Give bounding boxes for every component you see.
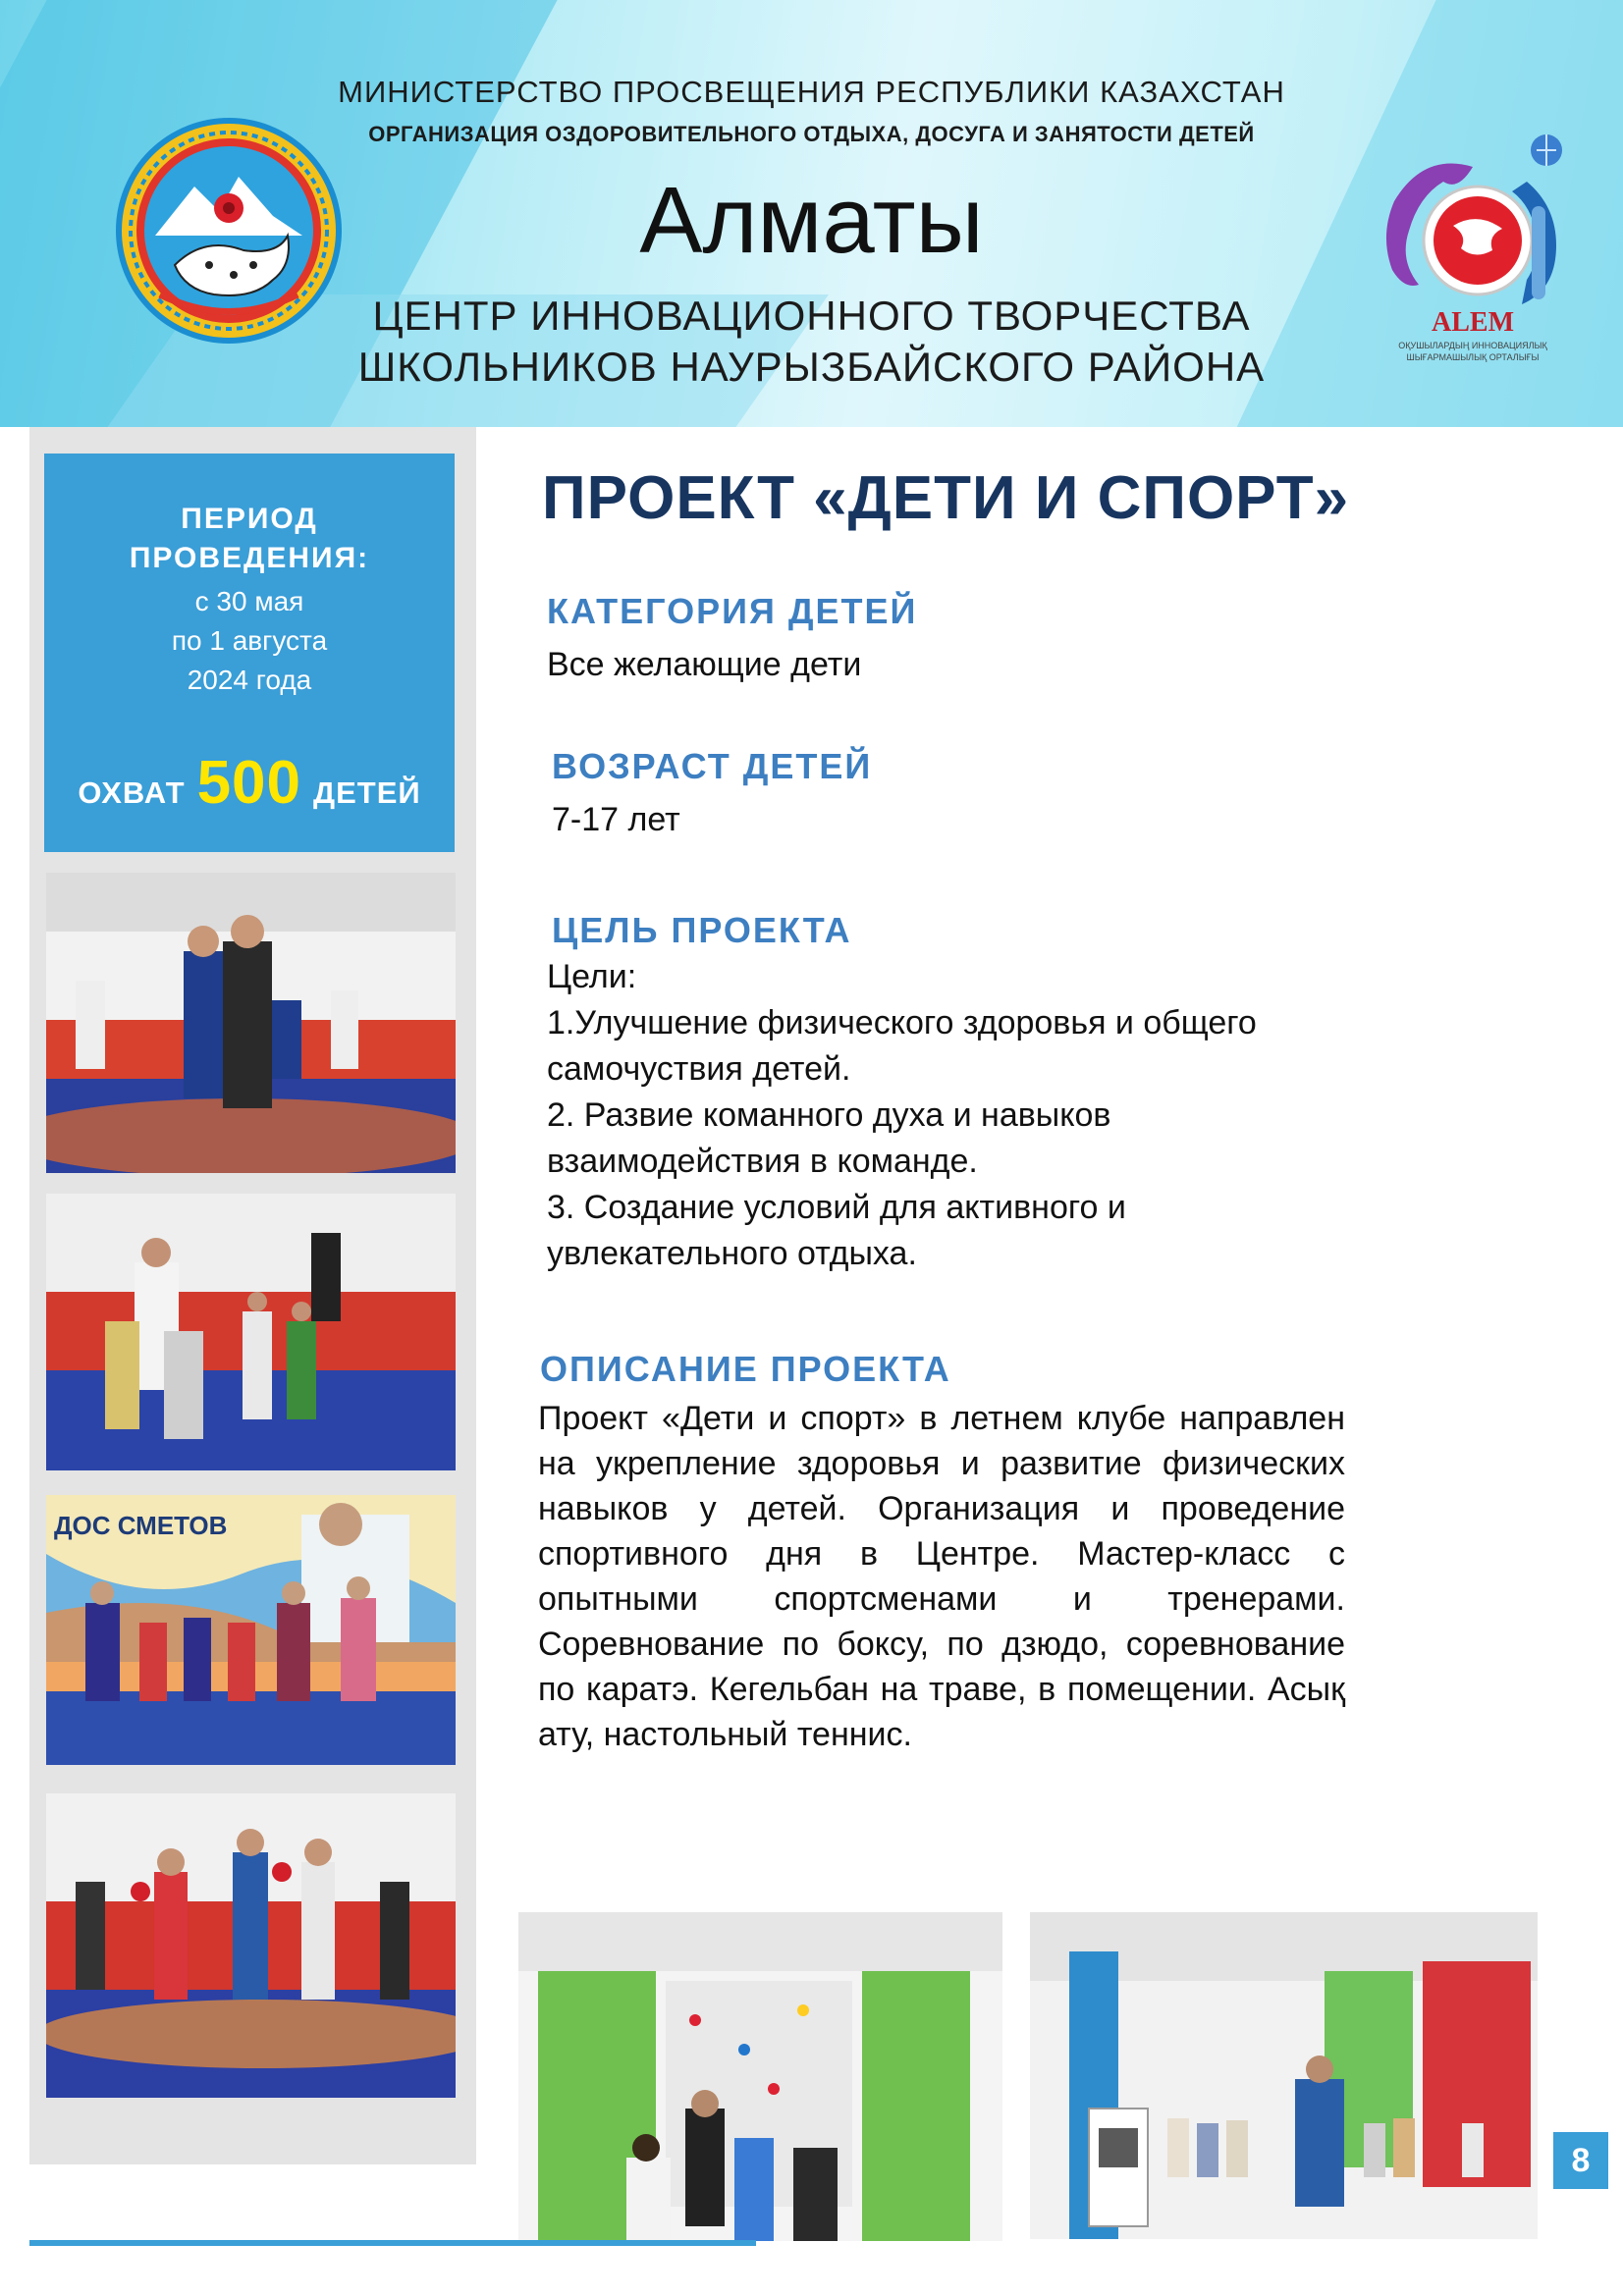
reach-suffix: ДЕТЕЙ (313, 775, 421, 810)
goal-line: Цели: (547, 958, 637, 995)
alem-logo-icon (1365, 113, 1581, 368)
center-name-line-2: ШКОЛЬНИКОВ НАУРЫЗБАЙСКОГО РАЙОНА (357, 344, 1266, 390)
reach-line (44, 748, 455, 818)
photo-wrestling-team (46, 1495, 456, 1765)
goal-line: 1.Улучшение физического здоровья и общего (547, 1004, 1257, 1041)
goal-line: самочуствия детей. (547, 1050, 851, 1088)
alem-logo-subtext: ОҚУШЫЛАРДЫҢ ИННОВАЦИЯЛЫҚ (1398, 341, 1547, 350)
alem-logo-subtext: ШЫҒАРМАШЫЛЫҚ ОРТАЛЫҒЫ (1406, 352, 1540, 362)
period-info-box (44, 454, 455, 852)
period-end-date: по 1 августа (171, 625, 328, 656)
goal-line: 2. Развие команного духа и навыков (547, 1096, 1111, 1134)
goal-line: 3. Создание условий для активного и (547, 1189, 1126, 1226)
photo-climbing-wall (518, 1912, 1002, 2241)
period-label: ПЕРИОД (181, 503, 318, 535)
period-year: 2024 года (187, 665, 312, 695)
description-heading: ОПИСАНИЕ ПРОЕКТА (540, 1349, 951, 1389)
photo-boxing-sparring (46, 1793, 456, 2098)
age-heading: ВОЗРАСТ ДЕТЕЙ (552, 746, 873, 786)
reach-prefix: ОХВАТ (78, 775, 186, 810)
project-title: ПРОЕКТ «ДЕТИ И СПОРТ» (542, 464, 1350, 532)
period-start-date: с 30 мая (194, 586, 304, 616)
ministry-line: МИНИСТЕРСТВО ПРОСВЕЩЕНИЯ РЕСПУБЛИКИ КАЗАХСТАН (338, 75, 1285, 109)
wall-banner-text: ДОС СМЕТОВ (54, 1511, 228, 1540)
city-title: Алматы (639, 168, 984, 273)
reach-number: 500 (196, 749, 302, 817)
photo-indoor-activity (1030, 1912, 1538, 2239)
project-description: Проект «Дети и спорт» в летнем клубе направлен на укрепление здоровья и развитие физических навыков у детей. Организация и проведение спортивного дня в Центре. Мастер-класс с опытными спортсменами и тренерами. Соревнование по боксу, по дзюдо, соревнование по каратэ. Кегельбан на траве, в помещении. Асық ату, настольный теннис. (538, 1400, 1345, 1753)
goal-heading: ЦЕЛЬ ПРОЕКТА (552, 910, 852, 950)
photo-boxing-class (46, 1194, 456, 1470)
category-value: Все желающие дети (547, 646, 862, 683)
bottom-accent-line (29, 2240, 756, 2246)
goal-line: увлекательного отдыха. (547, 1235, 917, 1272)
category-heading: КАТЕГОРИЯ ДЕТЕЙ (547, 591, 918, 631)
goal-line: взаимодействия в команде. (547, 1143, 978, 1180)
photo-judo-training (46, 873, 456, 1173)
age-value: 7-17 лет (552, 801, 680, 838)
alem-logo-text: ALEM (1432, 307, 1514, 338)
page-number: 8 (1553, 2132, 1608, 2189)
period-label: ПРОВЕДЕНИЯ: (129, 542, 370, 574)
almaty-emblem-icon (116, 118, 342, 344)
center-name-line-1: ЦЕНТР ИННОВАЦИОННОГО ТВОРЧЕСТВА (372, 293, 1251, 339)
organization-line: ОРГАНИЗАЦИЯ ОЗДОРОВИТЕЛЬНОГО ОТДЫХА, ДОСУГА И ЗАНЯТОСТИ ДЕТЕЙ (368, 122, 1255, 146)
header-banner (0, 0, 1623, 427)
goals-list (547, 954, 1381, 1277)
